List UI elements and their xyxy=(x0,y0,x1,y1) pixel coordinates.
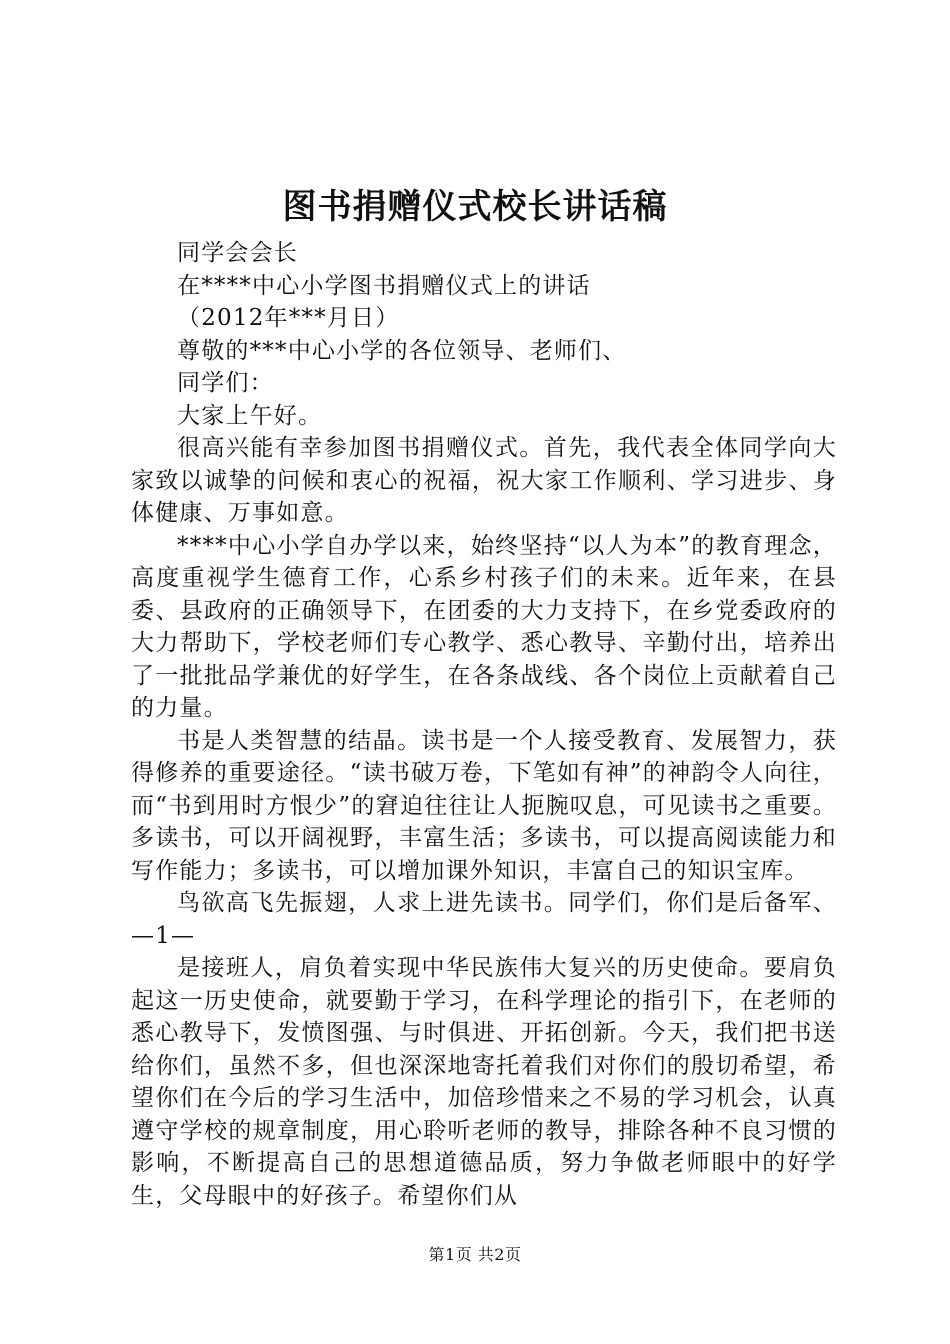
page-footer: 第1页 共2页 xyxy=(428,1245,522,1264)
paragraph: 鸟欲高飞先振翅，人求上进先读书。同学们，你们是后备军、—1— xyxy=(131,890,837,949)
salutation-continued: 同学们： xyxy=(177,370,274,396)
salutation: 尊敬的***中心小学的各位领导、老师们、 xyxy=(177,337,627,364)
paragraph: ****中心小学自办学以来，始终坚持“以人为本”的教育理念，高度重视学生德育工作，心系乡村孩子们的未来。近年来，在县委、县政府的正确领导下，在团委的大力支持下，在乡党委政府的大力帮助下，学校老师们专心教学、悉心教导、辛勤付出，培养出了一批批品学兼优的好学生，在各条战线、各个岗位上贡献着自己的力量。 xyxy=(131,532,837,721)
paragraph: 书是人类智慧的结晶。读书是一个人接受教育、发展智力，获得修养的重要途径。“读书破万卷，下笔如有神”的神韵令人向往，而“书到用时方恨少”的窘迫往往让人扼腕叹息，可见读书之重要。多读书，可以开阔视野，丰富生活；多读书，可以提高阅读能力和写作能力；多读书，可以增加课外知识，丰富自己的知识宝库。 xyxy=(131,727,837,884)
paragraph: 很高兴能有幸参加图书捐赠仪式。首先，我代表全体同学向大家致以诚挚的问候和衷心的祝福，祝大家工作顺利、学习进步、身体健康、万事如意。 xyxy=(131,435,837,526)
speaker-line: 同学会会长 xyxy=(177,240,298,266)
greeting: 大家上午好。 xyxy=(177,402,323,429)
document-title: 图书捐赠仪式校长讲话稿 xyxy=(282,187,668,227)
speech-occasion: 在****中心小学图书捐赠仪式上的讲话 xyxy=(177,272,591,299)
paragraph: 是接班人，肩负着实现中华民族伟大复兴的历史使命。要肩负起这一历史使命，就要勤于学习，在科学理论的指引下，在老师的悉心教导下，发愤图强、与时俱进、开拓创新。今天，我们把书送给你们，虽然不多，但也深深地寄托着我们对你们的殷切希望，希望你们在今后的学习生活中，加倍珍惜来之不易的学习机会，认真遵守学校的规章制度，用心聆听老师的教导，排除各种不良习惯的影响，不断提高自己的思想道德品质，努力争做老师眼中的好学生，父母眼中的好孩子。希望你们从 xyxy=(131,955,837,1209)
document-body xyxy=(131,237,837,1212)
speech-date: （2012年***月日） xyxy=(177,305,400,331)
